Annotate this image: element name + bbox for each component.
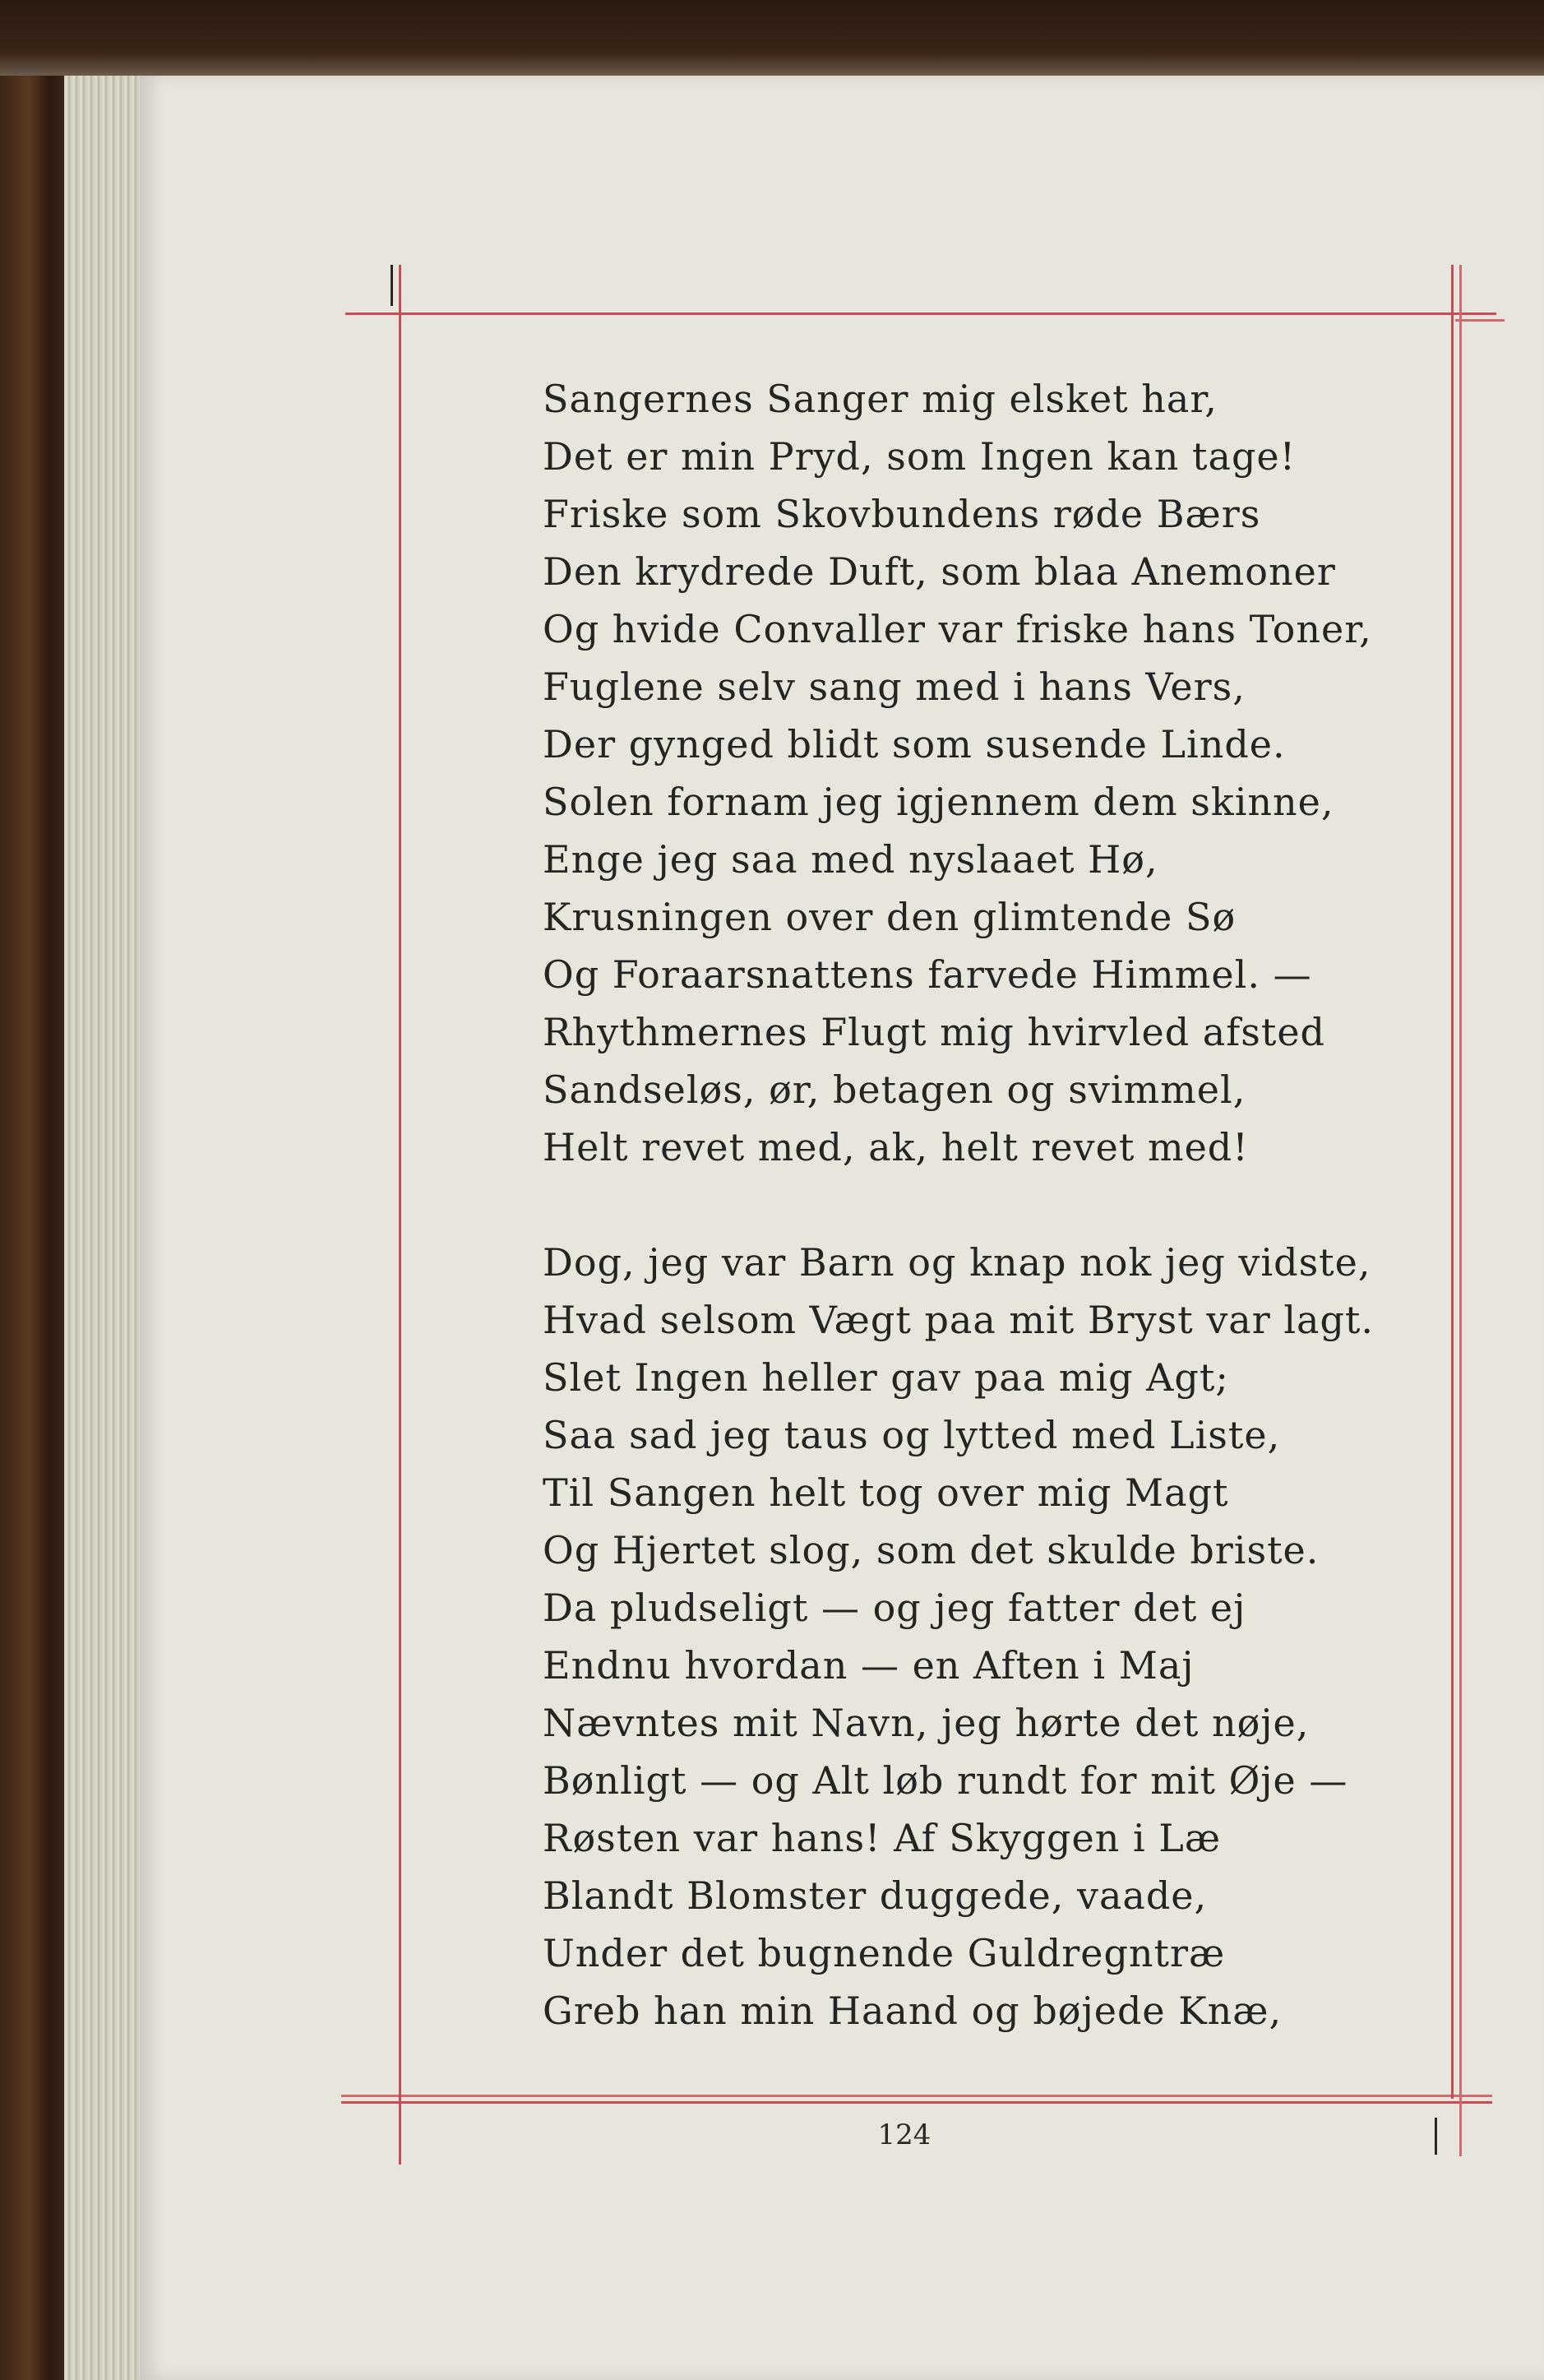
frame-right-rule — [1451, 265, 1454, 2099]
poem-line: Bønligt — og Alt løb rundt for mit Øje — — [543, 1758, 1348, 1803]
poem-line: Enge jeg saa med nyslaaet Hø, — [543, 837, 1158, 882]
poem-line: Og hvide Convaller var friske hans Toner, — [543, 607, 1372, 651]
poem-line: Dog, jeg var Barn og knap nok jeg vidste, — [543, 1240, 1371, 1285]
top-shadow — [0, 0, 1544, 76]
poem-line: Nævntes mit Navn, jeg hørte det nøje, — [543, 1701, 1310, 1745]
poem-line: Og Foraarsnattens farvede Himmel. — — [543, 952, 1312, 997]
frame-right-tick-bottom — [1435, 2118, 1437, 2155]
poem-line: Saa sad jeg taus og lytted med Liste, — [543, 1413, 1281, 1457]
poem-line: Røsten var hans! Af Skyggen i Læ — [543, 1816, 1222, 1860]
frame-right-outer-rule — [1459, 265, 1462, 2156]
poem-line: Da pludseligt — og jeg fatter det ej — [543, 1586, 1246, 1630]
poem-line: Der gynged blidt som susende Linde. — [543, 722, 1286, 766]
poem-line: Blandt Blomster duggede, vaade, — [543, 1873, 1208, 1918]
poem-line: Solen fornam jeg igjennem dem skinne, — [543, 780, 1334, 824]
frame-top-extension — [1455, 319, 1505, 322]
poem-line: Slet Ingen heller gav paa mig Agt; — [543, 1355, 1229, 1400]
frame-bottom-outer-rule — [341, 2095, 1492, 2097]
page-number: 124 — [877, 2118, 931, 2151]
frame-bottom-rule — [341, 2101, 1492, 2104]
poem-line: Fuglene selv sang med i hans Vers, — [543, 664, 1246, 709]
frame-top-rule — [345, 313, 1496, 315]
poem-line: Sandseløs, ør, betagen og svimmel, — [543, 1067, 1246, 1112]
poem-line: Greb han min Haand og bøjede Knæ, — [543, 1989, 1283, 2033]
frame-left-tick-top — [391, 265, 393, 306]
poem-line: Det er min Pryd, som Ingen kan tage! — [543, 434, 1297, 479]
frame-left-rule — [399, 265, 401, 2165]
poem-line: Til Sangen helt tog over mig Magt — [543, 1470, 1229, 1515]
poem-line: Friske som Skovbundens røde Bærs — [543, 492, 1261, 536]
stanza-break — [543, 1176, 1447, 1234]
poem-line: Rhythmernes Flugt mig hvirvled afsted — [543, 1010, 1325, 1054]
poem-line: Krusningen over den glimtende Sø — [543, 895, 1237, 939]
poem-text — [543, 370, 1447, 2040]
poem-line: Sangernes Sanger mig elsket har, — [543, 377, 1218, 421]
poem-line: Endnu hvordan — en Aften i Maj — [543, 1643, 1195, 1688]
poem-line: Og Hjertet slog, som det skulde briste. — [543, 1528, 1320, 1572]
poem-line: Under det bugnende Guldregntræ — [543, 1931, 1226, 1975]
poem-line: Helt revet med, ak, helt revet med! — [543, 1125, 1249, 1169]
poem-line: Den krydrede Duft, som blaa Anemoner — [543, 549, 1336, 594]
poem-line: Hvad selsom Vægt paa mit Bryst var lagt. — [543, 1298, 1375, 1342]
